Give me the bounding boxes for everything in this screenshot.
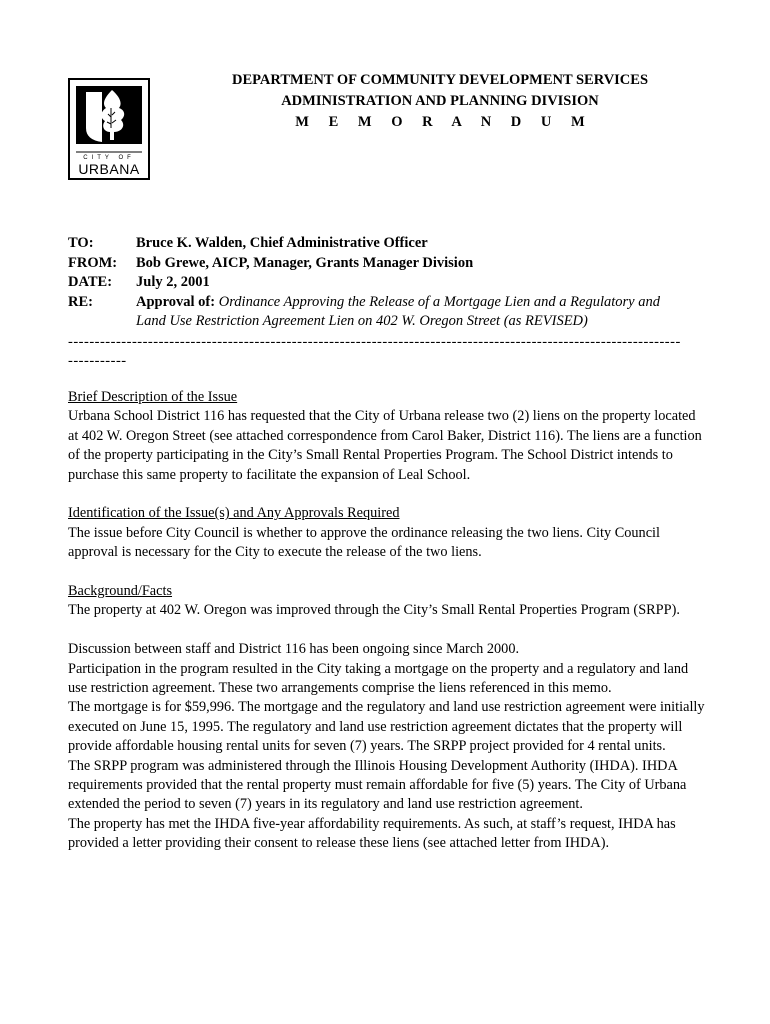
divider-line-1: ------------------------------------------------------------------------------------------------------------------- — [68, 334, 681, 350]
brief-description-section — [68, 388, 708, 485]
background-title: Background/Facts — [68, 583, 173, 600]
re-subject-line-2: Land Use Restriction Agreement Lien on 402 W. Oregon Street (as REVISED) — [136, 313, 588, 329]
background-text: The property at 402 W. Oregon was improved through the City’s Small Rental Properties Program (SRPP). — [68, 602, 680, 619]
background-paragraph-6: The property has met the IHDA five-year affordability requirements. As such, at staff’s request, IHDA has provided a letter providing their consent to release these liens (see attached letter from IHDA). — [68, 815, 676, 852]
background-paragraph-3: Participation in the program resulted in the City taking a mortgage on the property and a regulatory and land use restriction agreement. These two arrangements comprise the liens referenced in this memo. — [68, 660, 689, 697]
divider-line-2: ----------- — [68, 353, 127, 369]
date-label: DATE: — [68, 274, 113, 290]
identification-text: The issue before City Council is whether to approve the ordinance releasing the two liens. City Council approval is necessary for the City to execute the release of the two liens. — [68, 524, 660, 561]
re-prefix: Approval of: — [136, 293, 216, 310]
background-paragraph-4: The mortgage is for $59,996. The mortgage and the regulatory and land use restriction agreement were initially executed on June 15, 1995. The regulatory and land use restriction agreement dictates that the property will provide affordable housing rental units for seven (7) years. The SRPP project provided for 4 rental units. — [68, 699, 705, 755]
memo-body — [68, 388, 708, 854]
identification-title: Identification of the Issue(s) and Any Approvals Required — [68, 505, 400, 522]
department-title: DEPARTMENT OF COMMUNITY DEVELOPMENT SERVICES — [231, 72, 649, 88]
to-value: Bruce K. Walden, Chief Administrative Officer — [136, 235, 428, 251]
logo-bottom-text: URBANA — [78, 161, 140, 177]
brief-description-title: Brief Description of the Issue — [68, 389, 238, 405]
from-value: Bob Grewe, AICP, Manager, Grants Manager Division — [136, 254, 474, 271]
background-paragraph-5: The SRPP program was administered through the Illinois Housing Development Authority (IHDA). IHDA requirements provided that the rental property must remain affordable for five (5) years. The City of Urbana extended the period to seven (7) years in its regulatory and land use restriction agreement. — [68, 757, 687, 813]
city-of-urbana-logo — [68, 78, 150, 180]
re-subject-line-1: Ordinance Approving the Release of a Mortgage Lien and a Regulatory and — [218, 293, 660, 310]
date-value: July 2, 2001 — [136, 274, 210, 290]
re-label: RE: — [68, 293, 93, 310]
tree-icon — [68, 78, 150, 180]
background-section — [68, 582, 708, 621]
memo-heading — [160, 70, 720, 133]
background-paragraph-2: Discussion between staff and District 116 has been ongoing since March 2000. — [68, 641, 520, 658]
to-label: TO: — [68, 235, 94, 251]
division-title: ADMINISTRATION AND PLANNING DIVISION — [281, 93, 599, 109]
re-value — [136, 293, 726, 332]
identification-section — [68, 504, 708, 562]
from-label: FROM: — [68, 254, 118, 271]
brief-description-text: Urbana School District 116 has requested that the City of Urbana release two (2) liens on the property located at 402 W. Oregon Street (see attached correspondence from Carol Baker, District 116). The liens are a function of the property participating in the City’s Small Rental Properties Program. The School District intends to purchase this same property to facilitate the expansion of Leal School. — [68, 408, 702, 483]
memorandum-title: M E M O R A N D U M — [295, 114, 593, 130]
logo-top-text: CITY OF — [83, 155, 135, 161]
